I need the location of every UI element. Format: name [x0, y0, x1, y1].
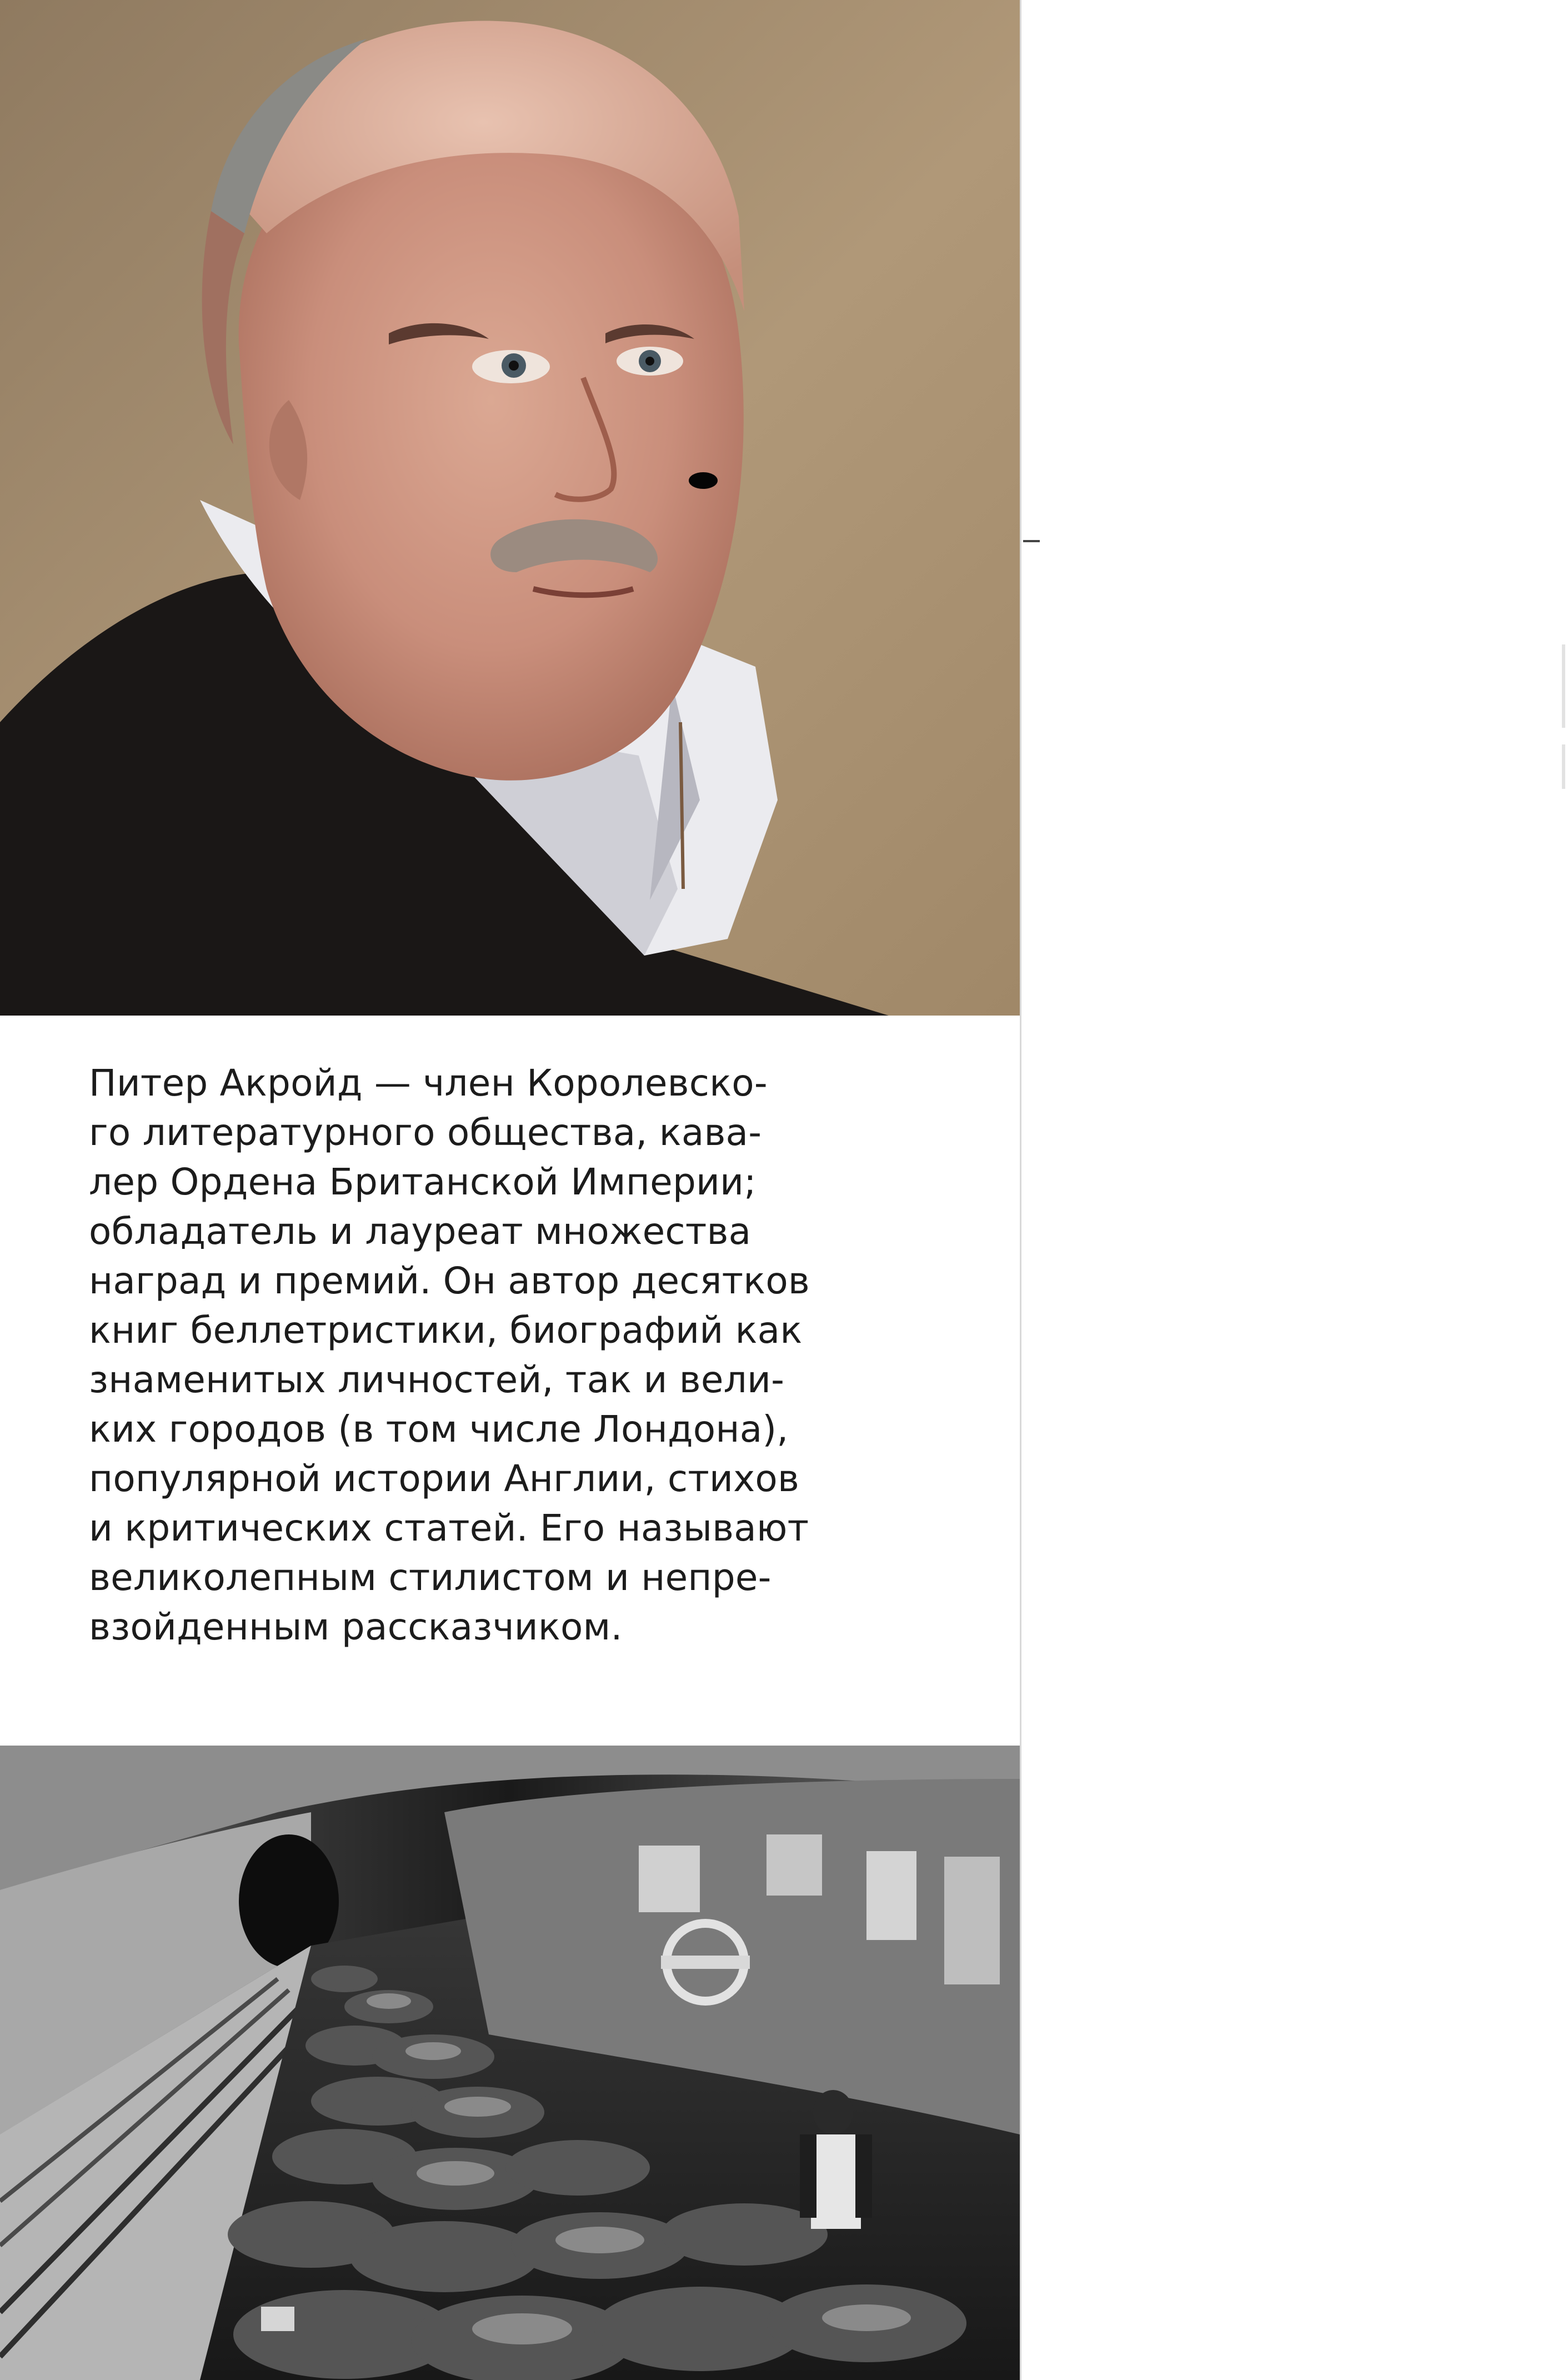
author-biography: Питер Акройд — член Королевско- го литературного общества, кава- лер Ордена Британской Империи; обладатель и лауреат множества наград и премий. Он автор десятков книг беллетристики, биографий как знаменитых личностей, так и вели- ких городов (в том числе Лондона), популярной истории Англии, стихов и критических статей. Его называют великолепным стилистом и непре- взойденным рассказчиком.	[89, 1062, 810, 1648]
author-portrait-photo	[0, 0, 1020, 1016]
ink-blot	[689, 472, 718, 489]
cover-fold-line	[1020, 0, 1021, 2380]
london-underground-shelter-photo	[0, 1746, 1020, 2380]
fold-crop-mark	[1023, 540, 1040, 542]
scan-edge-mark	[1562, 744, 1565, 789]
scan-edge-mark	[1562, 644, 1565, 728]
